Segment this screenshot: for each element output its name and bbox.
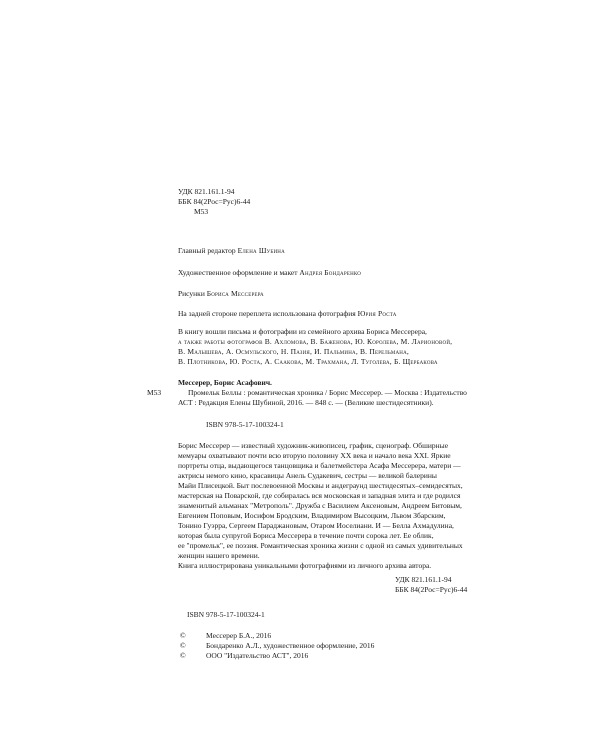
annotation-line: женщин нашего времени. <box>178 551 260 560</box>
credit-design <box>178 268 428 278</box>
copyright-sign: © <box>180 631 186 640</box>
credit-name: Юрия Роста <box>357 309 397 318</box>
isbn-top <box>206 420 456 430</box>
annotation-line: мемуары охватывают почти всю вторую половину ХХ века и начало века XXI. Яркие <box>178 451 451 460</box>
copyright-text: Мессерер Б.А., 2016 <box>206 631 272 640</box>
annotation-line: Тонино Гуэрра, Сергеем Параджановым, Отаром Иоселиани. И — Белла Ахмадулина, <box>178 521 454 530</box>
catalog-line: Промельк Беллы : романтическая хроника / Борис Мессерер. — Москва : Издательство <box>188 388 467 397</box>
isbn-bottom <box>187 610 437 620</box>
udk-code-right: УДК 821.161.1-94 <box>395 575 452 584</box>
annotation-line: мастерская на Поварской, где собиралась вся московская и западная элита и где родился <box>178 491 461 500</box>
archive-line: В. Малышева, А. Осмульского, Н. Пазия, И. Пальмина, В. Перельмана, <box>178 347 409 356</box>
credit-role: Главный редактор <box>178 246 236 255</box>
credit-name: Бориса Мессерера <box>206 289 264 298</box>
copyright-text: Бондаренко А.Л., художественное оформление, 2016 <box>206 641 375 650</box>
bbk-code: ББК 84(2Рос=Рус)6-44 <box>178 197 251 206</box>
bbk-code-right: ББК 84(2Рос=Рус)6-44 <box>395 585 468 594</box>
annotation-line: которая была супругой Бориса Мессерера в течение почти сорока лет. Ее облик, <box>178 531 434 540</box>
isbn-text: ISBN 978-5-17-100324-1 <box>206 420 284 429</box>
catalog-author-heading: Мессерер, Борис Асафович. <box>178 378 272 387</box>
annotation-line: Книга иллюстрирована уникальными фотографиями из личного архива автора. <box>178 561 432 570</box>
cataloging-record <box>178 378 467 408</box>
credit-text: На задней стороне переплета использована фотография <box>178 309 356 318</box>
copyright-row <box>180 631 440 641</box>
catalog-author-code: М53 <box>147 388 162 397</box>
copyright-row <box>180 651 440 661</box>
annotation-line: Евгением Поповым, Иосифом Бродским, Владимиром Высоцким, Львом Збарским, <box>178 511 446 520</box>
annotation-line: знаменитый альманах "Метрополь". Дружба с Василием Аксеновым, Андреем Битовым, <box>178 501 462 510</box>
credit-role: Художественное оформление и макет <box>178 268 298 277</box>
credit-archive <box>178 327 453 367</box>
credit-chief-editor <box>178 246 428 256</box>
copyright-sign: © <box>180 651 186 660</box>
classification-right <box>395 575 495 595</box>
classification-block <box>178 187 428 217</box>
credit-drawings <box>178 289 428 299</box>
archive-line: а также работы фотографов В. Ахломова, В. Баженова, Ю. Королева, М. Ларионовой, <box>178 337 453 346</box>
credit-name: Елена Шубина <box>237 246 285 255</box>
annotation-line: Борис Мессерер — известный художник-живописец, график, сценограф. Обширные <box>178 441 449 450</box>
copyright-text: ООО "Издательство АСТ", 2016 <box>206 651 309 660</box>
archive-line: В. Плотникова, Ю. Роста, А. Саакова, М. Трахмана, Л. Туголева, Б. Щербакова <box>178 357 438 366</box>
isbn-text: ISBN 978-5-17-100324-1 <box>187 610 265 619</box>
credit-cover-photo <box>178 309 428 319</box>
credit-role: Рисунки <box>178 289 205 298</box>
annotation-line: Майи Плисецкой. Быт послевоенной Москвы и андеграунд шестидесятых–семидесятых, <box>178 481 463 490</box>
copyright-sign: © <box>180 641 186 650</box>
annotation <box>178 441 463 571</box>
udk-code: УДК 821.161.1-94 <box>178 187 235 196</box>
catalog-line: АСТ : Редакция Елены Шубиной, 2016. — 848 с. — (Великие шестидесятники). <box>178 398 434 407</box>
annotation-line: актрисы немого кино, красавицы Анель Судакевич, сестры — великой балерины <box>178 471 437 480</box>
archive-line: В книгу вошли письма и фотографии из семейного архива Бориса Мессерера, <box>178 327 427 336</box>
author-code: М53 <box>194 207 209 216</box>
annotation-line: портреты отца, выдающегося танцовщика и балетмейстера Асафа Мессерера, матери — <box>178 461 461 470</box>
copyright-list <box>180 631 440 661</box>
credit-name: Андрея Бондаренко <box>299 268 362 277</box>
copyright-row <box>180 641 440 651</box>
annotation-line: ее "промельк", ее поэзия. Романтическая хроника жизни с одной из самых удивительных <box>178 541 463 550</box>
